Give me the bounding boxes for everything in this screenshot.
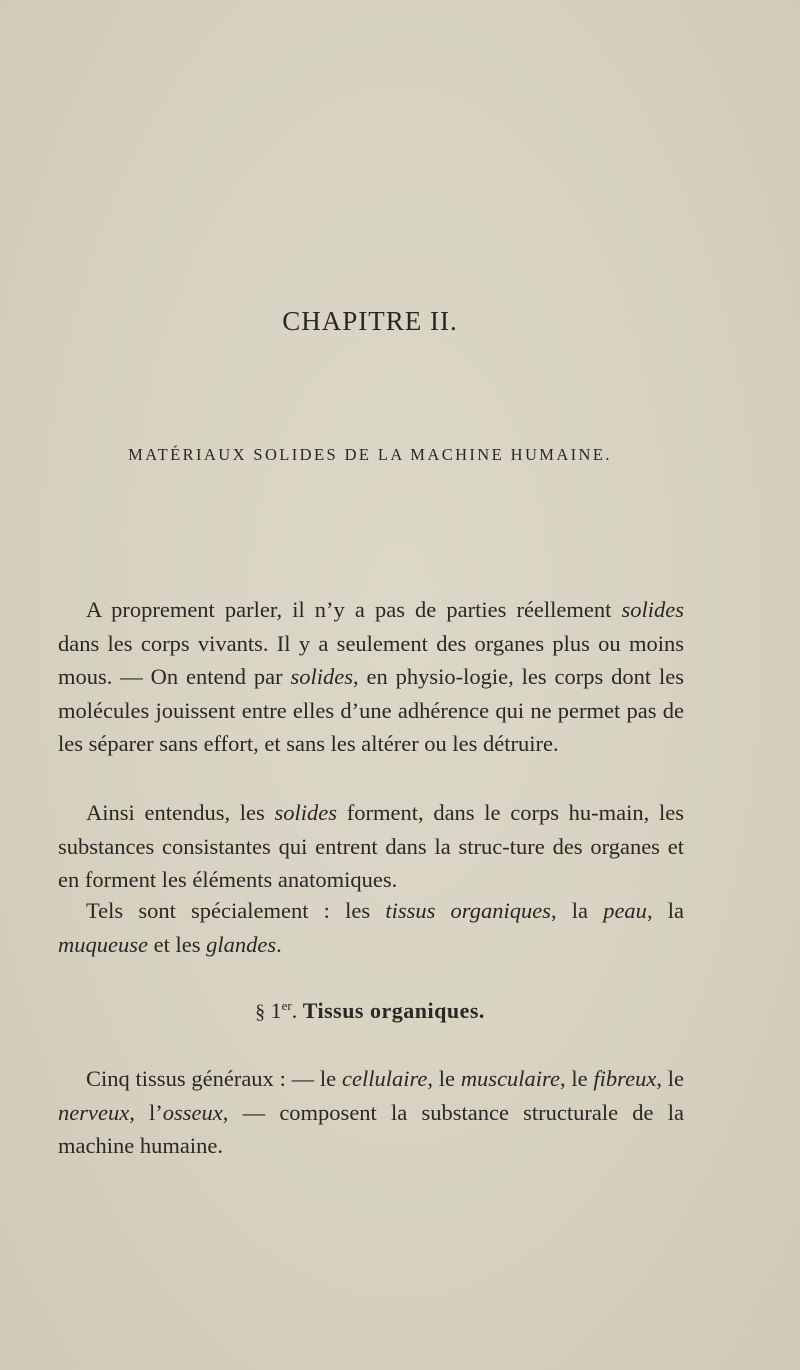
paragraph-4 [58,1062,684,1163]
section-number: 1 [270,998,282,1023]
italic-term: tissus organiques [385,898,551,923]
section-punct: . [291,998,298,1023]
text-span: , le [427,1066,461,1091]
italic-term: glandes [206,931,277,957]
section-number-suffix: er [281,998,292,1013]
text-span: Tels sont spécialement : les [86,898,386,923]
text-span: Cinq tissus généraux : — le [86,1066,342,1091]
chapter-title: CHAPITRE II. [282,306,458,336]
text-span: , le [559,1066,594,1091]
text-span: Ainsi entendus, les [86,800,275,825]
section-title: Tissus organiques. [302,998,485,1023]
text-span: , en physio-logie, les corps dont les molécules jouissent entre elles d’une adhérence qui ne permet pas de les séparer sans effort, et sans les altérer ou les détruire. [58,664,684,756]
paragraph-1 [58,593,684,761]
italic-term: solides [290,664,354,689]
italic-term: muqueuse [58,931,148,957]
text-span: A proprement parler, il n’y a pas de parties réellement [86,597,622,622]
text-span: , la [550,898,604,923]
italic-term: nerveux [58,1099,130,1125]
section-heading [0,998,740,1024]
italic-term: musculaire [460,1066,560,1091]
italic-term: peau [603,898,647,923]
italic-term: cellulaire [341,1066,428,1091]
paragraph-2 [58,796,684,897]
italic-term: fibreux [593,1066,657,1091]
text-span: dans les corps vivants. Il y a seulement des organes plus ou moins mous. — On entend par [58,630,684,689]
section-mark: § [255,1001,266,1023]
text-span: forment, dans le corps hu-main, les substances consistantes qui entrent dans la struc-ture des organes et en forment les éléments anatomiques. [58,800,684,892]
paragraph-3 [58,894,684,961]
text-span: et les [147,931,207,957]
text-span: , l’ [129,1099,163,1125]
text-span: , la [646,898,684,923]
italic-term: osseux [162,1099,223,1125]
text-span: , — composent la substance structurale de la machine humaine. [58,1099,684,1158]
text-span: . [276,931,282,957]
text-span: , le [656,1066,684,1091]
chapter-subtitle: MATÉRIAUX SOLIDES DE LA MACHINE HUMAINE. [128,445,612,464]
italic-term: solides [274,800,338,825]
italic-term: solides [621,597,684,622]
